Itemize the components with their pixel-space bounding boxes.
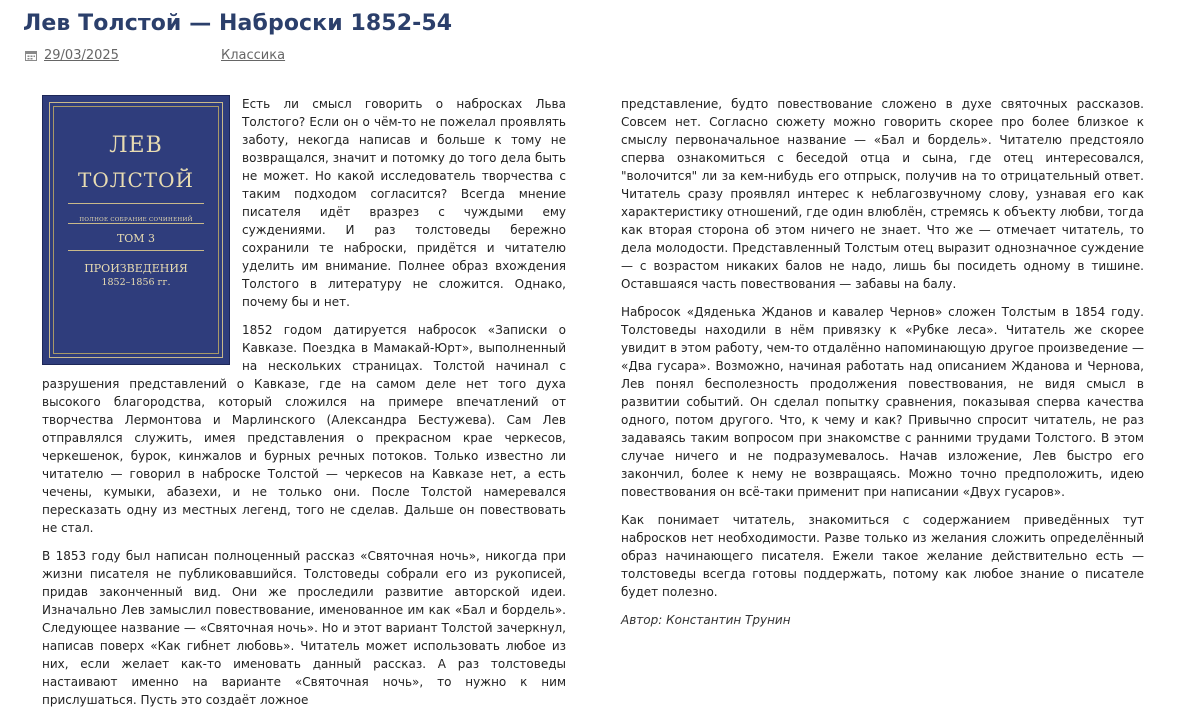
paragraph: Набросок «Дяденька Жданов и кавалер Чернов» сложен Толстым в 1854 году. Толстоведы находили в нём привязку к «Рубке леса». Читатель же скорее увидит в этом работу, чем-то отдалённо напоминающую другое произведение — «Два гусара». Возможно, начиная работать над описанием Жданова и Чернова, Лев понял бесполезность продолжения повествования, не видя смысл в развитии событий. Он сделал попытку сравнения, показывая сперва качества одного, потом другого. Что, к чему и как? Привычно спросит читатель, не раз задаваясь таким вопросом при знакомстве с ранними трудами Толстого. В этом случае ничего и не подразумевалось. Начав изложение, Лев быстро его закончил, более к нему не возвращаясь. Можно точно предположить, идею повествования он всё-таки применит при написании «Двух гусаров».: [621, 305, 1144, 499]
author-line: Автор: Константин Трунин: [621, 613, 791, 627]
book-cover-image: [42, 95, 230, 365]
cover-author-first: ЛЕВ: [109, 133, 163, 158]
paragraph: представление, будто повествование сложено в духе святочных рассказов. Совсем нет. Согласно сюжету можно говорить скорее про более близкое к смыслу первоначальное название — «Бал и бордель». Читателю предстояло сперва ознакомиться с беседой отца и сына, где отец интересовался, "волочится" ли за кем-нибудь его отпрыск, получив на то отрицательный ответ. Читатель сразу проявлял интерес к неблагозвучному слову, узнавая его как характеристику отношений, где один влюблён, стремясь к объекту любви, тогда как вторая сторона об этом ничего не знает. Что же — отмечает читатель, то дела молодости. Представленный Толстым отец выразит однозначное суждение — с возрастом никаких балов не надо, лишь бы посидеть одному в тишине. Оставшаяся часть повествования — забавы на балу.: [621, 97, 1144, 291]
paragraph: В 1853 году был написан полноценный рассказ «Святочная ночь», никогда при жизни писателя не публиковавшийся. Толстоведы собрали его из рукописей, придав законченный вид. Они же проследили развитие авторской идеи. Изначально Лев замыслил повествование, именованное им как «Бал и бордель». Следующее название — «Святочная ночь». Но и этот вариант Толстой зачеркнул, написав поверх «Как гибнет любовь». Читатель может использовать любое из них, если желает как-то именовать данный рассказ. А раз толстоведы настаивают именно на варианте «Святочная ночь», то нужно к ним прислушаться. Пусть это создаёт ложное: [42, 549, 566, 707]
cover-author-last: ТОЛСТОЙ: [78, 168, 194, 192]
category-link[interactable]: Классика: [221, 48, 286, 63]
paragraph: Как понимает читатель, знакомиться с содержанием приведённых тут набросков нет необходимости. Разве только из желания сложить определённый образ начинающего писателя. Ежели такое желание действительно есть — толстоведы всегда готовы поддержать, потому как любое знание о писателе будет полезно.: [621, 513, 1144, 599]
cover-subtitle: ПРОИЗВЕДЕНИЯ: [84, 262, 188, 275]
paragraph: Есть ли смысл говорить о набросках Льва Толстого? Если он о чём-то не пожелал проявлять заботу, некогда написав и больше к тому не возвращался, значит и потомку до того дела быть не может. Но какой исследователь творчества с таким подходом согласится? Всегда мнение писателя идёт вразрез с чуждыми ему суждениями. И раз толстоведы бережно сохранили те наброски, придётся и читателю уделить им внимание. Полнее образ вхождения Толстого в литературу не сложится. Однако, почему бы и нет.: [242, 97, 566, 309]
paragraph: 1852 годом датируется набросок «Записки о Кавказе. Поездка в Мамакай-Юрт», выполненный на нескольких страницах. Толстой начинал с разрушения представлений о Кавказе, где на самом деле нет того духа высокого благородства, который сложился на примере впечатлений от творчества Лермонтова и Марлинского (Александра Бестужева). Сам Лев отправлялся служить, имея представления о прекрасном крае черкесов, черкешенок, бурок, кинжалов и бурных речных потоков. Только известно ли читателю — говорил в наброске Толстой — черкесов на Кавказе нет, а есть чечены, кумыки, абазехи, и не только они. После Толстой намеревался пересказать одну из местных легенд, того не сделав. Дальше он повествовать не стал.: [42, 323, 566, 535]
page-title: Лев Толстой — Наброски 1852-54: [23, 11, 453, 36]
cover-series: ПОЛНОЕ СОБРАНИЕ СОЧИНЕНИЙ: [79, 217, 193, 223]
cover-years: 1852–1856 гг.: [101, 277, 171, 288]
cover-volume: ТОМ 3: [116, 232, 156, 245]
article-column-right: [621, 95, 1144, 639]
post-date-link[interactable]: 29/03/2025: [44, 48, 119, 63]
calendar-icon: [25, 50, 37, 61]
article-column-left: [42, 95, 566, 719]
post-meta: [25, 48, 425, 66]
